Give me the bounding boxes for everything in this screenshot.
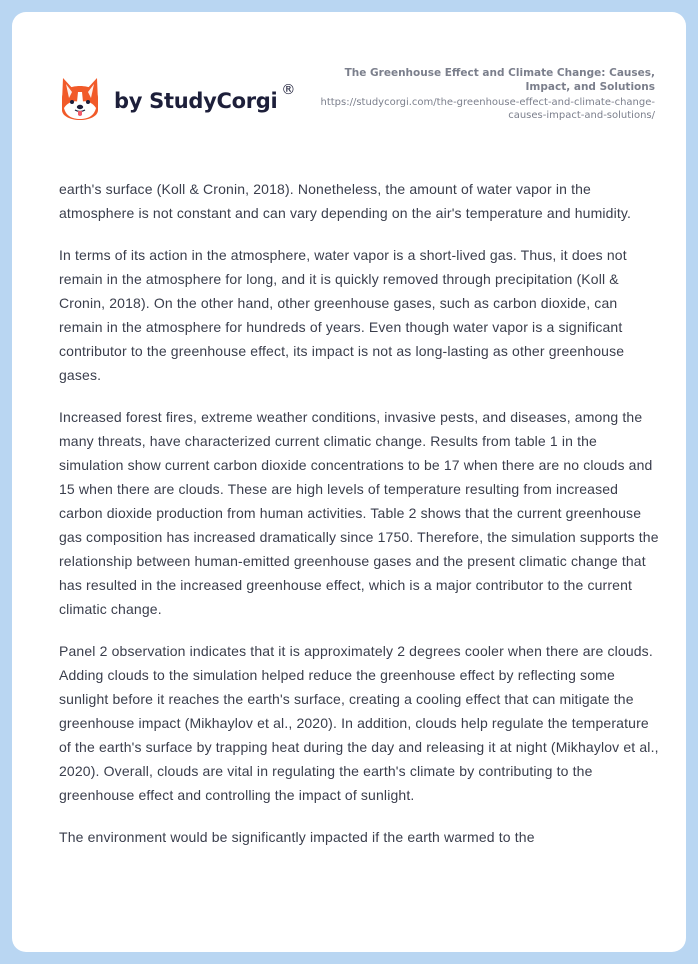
brand-name: by StudyCorgi [114,89,278,113]
paragraph: Increased forest fires, extreme weather conditions, invasive pests, and diseases, among the many threats, have characterized current climatic change. Results from table 1 in the simulation show current carbon dioxide concentrations to be 17 when there are no clouds and 15 when there are clouds. These are high levels of temperature resulting from increased carbon dioxide production from human activities. Table 2 shows that the current greenhouse gas composition has increased dramatically since 1750. Therefore, the simulation supports the relationship between human-emitted greenhouse gases and the present climatic change that has resulted in the increased greenhouse effect, which is a major contributor to the current climatic change. [59,409,659,617]
paragraph: In terms of its action in the atmosphere, water vapor is a short-lived gas. Thus, it does not remain in the atmosphere for long, and it is quickly removed through precipitation (Koll & Cronin, 2018). On the other hand, other greenhouse gases, such as carbon dioxide, can remain in the atmosphere for hundreds of years. Even though water vapor is a significant contributor to the greenhouse effect, its impact is not as long-lasting as other greenhouse gases. [59,247,627,383]
paragraph: earth's surface (Koll & Cronin, 2018). Nonetheless, the amount of water vapor in the atmosphere is not constant and can vary depending on the air's temperature and humidity. [59,181,632,221]
corgi-icon [60,76,100,120]
registered-mark: ® [281,82,296,98]
studycorgi-logo[interactable] [60,76,295,120]
paragraph: Panel 2 observation indicates that it is approximately 2 degrees cooler when there are clouds. Adding clouds to the simulation helped reduce the greenhouse effect by reflecting some sunlight before it reaches the earth's surface, creating a cooling effect that can mitigate the greenhouse impact (Mikhaylov et al., 2020). In addition, clouds help regulate the temperature of the earth's surface by trapping heat during the day and releasing it at night (Mikhaylov et al., 2020). Overall, clouds are vital in regulating the earth's climate by contributing to the greenhouse effect and controlling the impact of sunlight. [59,643,659,803]
document-body [59,177,659,867]
page-header [12,12,686,162]
document-title: The Greenhouse Effect and Climate Change: Causes, Impact, and Solutions [344,67,655,93]
document-meta [315,66,655,122]
paragraph: The environment would be significantly impacted if the earth warmed to the [59,829,535,845]
document-url[interactable]: https://studycorgi.com/the-greenhouse-effect-and-climate-change-causes-impact-and-solutions/ [320,97,655,121]
document-page [12,12,686,952]
